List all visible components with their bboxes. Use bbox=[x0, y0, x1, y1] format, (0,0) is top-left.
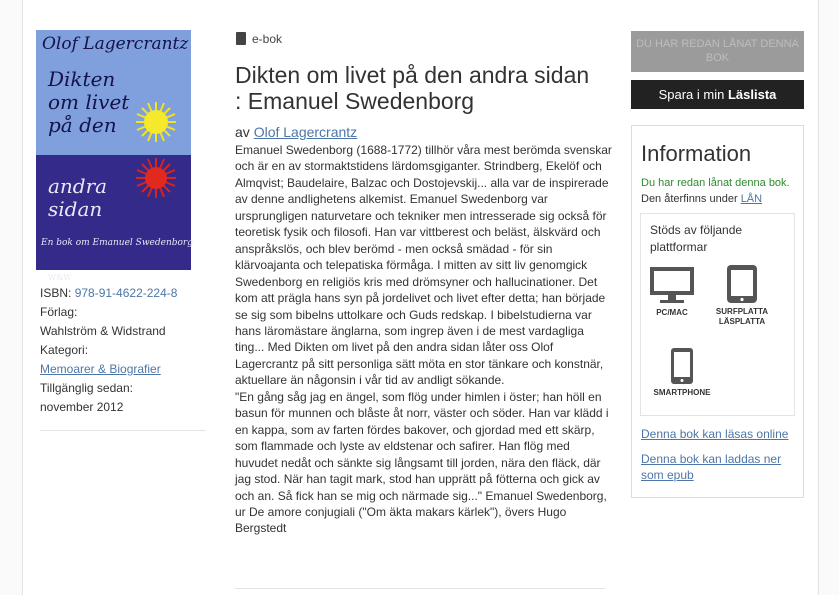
cover-title-top bbox=[48, 68, 129, 137]
cover-publisher-mark: W&W bbox=[48, 273, 72, 282]
loan-rest-text: Den återfinns under bbox=[641, 193, 738, 205]
book-metadata bbox=[40, 284, 205, 417]
publisher-label: Förlag: bbox=[40, 305, 78, 319]
available-value: november 2012 bbox=[40, 400, 124, 414]
loan-note bbox=[641, 175, 801, 207]
cover-author: Olof Lagercrantz bbox=[42, 34, 189, 54]
monitor-icon bbox=[648, 265, 696, 305]
loan-link[interactable]: LÅN bbox=[740, 193, 763, 205]
format-text: e-bok bbox=[252, 32, 283, 46]
book-cover-image bbox=[36, 30, 193, 282]
cover-sun-red-icon bbox=[134, 156, 178, 200]
format-label bbox=[236, 32, 282, 46]
publisher-value: Wahlström & Widstrand bbox=[40, 324, 166, 338]
quote-text: "En gång såg jag en ängel, som flög under himlen i öster; han höll en basun för munnen och blåste åt norr, väster och söder. Han var klädd i en kappa, som av farten fördes bakover, och gjordad med ett skärp, som flammade och lyste av eldstenar och safirer. Han flög med huvudet nedåt och sänkte sig långsamt till jorden, nära den fläck, där jag stod. När han tagit mark, stod han upprätt på fötterna och gick av och an. Så fick han se mig och närmade sig..." Emanuel Swedenborg, ur De amore conjugiali ("Om äkta makars kärlek"), övers Hugo Bergstedt bbox=[235, 389, 609, 536]
platform-pc-label: PC/MAC bbox=[656, 308, 688, 317]
save-bold: Läslista bbox=[727, 87, 777, 102]
save-prefix: Spara i min bbox=[658, 87, 725, 102]
cover-title-line: på den bbox=[48, 113, 117, 137]
platform-phone-label: SMARTPHONE bbox=[653, 388, 711, 397]
isbn-label: ISBN: bbox=[40, 286, 72, 300]
already-borrowed-button[interactable]: DU HAR REDAN LÅNAT DENNA BOK bbox=[631, 31, 804, 72]
platform-pc bbox=[647, 265, 697, 318]
category-link[interactable]: Memoarer & Biografier bbox=[40, 362, 161, 376]
isbn-row bbox=[40, 284, 205, 303]
smartphone-icon bbox=[669, 347, 695, 385]
read-online-link[interactable]: Denna bok kan läsas online bbox=[641, 427, 789, 441]
book-description bbox=[235, 142, 613, 537]
author-link[interactable]: Olof Lagercrantz bbox=[253, 124, 358, 140]
page-title: Dikten om livet på den andra sidan : Emanuel Swedenborg bbox=[235, 62, 590, 114]
cover-title-line: Dikten bbox=[48, 67, 116, 91]
save-to-reading-list-button[interactable] bbox=[631, 80, 804, 109]
cover-title-line: andra bbox=[48, 174, 108, 198]
by-prefix: av bbox=[235, 124, 250, 140]
description-text: Emanuel Swedenborg (1688-1772) tillhör våra mest berömda svenskar och är en av stormaktstidens lärdomsgiganter. Strindberg, Ekelöf och Almqvist; Baudelaire, Balzac och Dostojevskij... alla var de inspirerade av denne andlighetens alkemist. Emanuel Swedenborg var ursprungligen naturvetare och tekniker men intresserade sig också för teoretisk fysik och filosofi. Han var vittberest och beläst, älskvärd och anspråkslös, och blev berömd - men också smädad - för sin klärvoajanta och telepatiska förmåga. I mitten av sitt liv genomgick Swedenborg en religiös kris med drömsyner och hallucinationer. Det kom att prägla hans syn på jordelivet och livet efter detta; han började se sig som bibelns uttolkare och Guds redskap. I bibelstudierna var hans läromästare änglarna, som ingrep även i de mest vardagliga ting... Med Dikten om livet på den andra sidan låter oss Olof Lagercrantz på sitt personliga sätt möta en stor tänkare och konstnär, aktuellare än någonsin i vår tid av andligt sökande. bbox=[235, 143, 612, 388]
available-label: Tillgänglig sedan: bbox=[40, 381, 133, 395]
tablet-icon bbox=[725, 264, 759, 304]
divider bbox=[40, 430, 206, 431]
divider bbox=[235, 588, 605, 589]
download-epub-link[interactable]: Denna bok kan laddas ner som epub bbox=[641, 452, 782, 482]
platform-tablet-label-2: LÄSPLATTA bbox=[718, 317, 766, 326]
information-panel bbox=[631, 125, 804, 498]
info-title: Information bbox=[641, 141, 752, 166]
platform-tablet-label-1: SURFPLATTA bbox=[715, 307, 769, 316]
loan-green-text: Du har redan lånat denna bok. bbox=[641, 177, 790, 189]
isbn-value[interactable]: 978-91-4622-224-8 bbox=[74, 286, 178, 300]
page-container bbox=[22, 0, 819, 595]
category-label: Kategori: bbox=[40, 343, 89, 357]
cover-title-line: sidan bbox=[48, 197, 103, 221]
cover-title-line: om livet bbox=[48, 90, 130, 114]
byline bbox=[235, 124, 357, 140]
platform-tablet bbox=[707, 264, 777, 327]
platform-phone bbox=[647, 347, 717, 398]
book-icon bbox=[236, 32, 246, 45]
platforms-heading: Stöds av följande plattformar bbox=[650, 223, 743, 254]
cover-subtitle: En bok om Emanuel Swedenborg bbox=[41, 238, 193, 248]
platforms-box bbox=[640, 213, 795, 416]
cover-title-bottom bbox=[48, 175, 107, 221]
cover-sun-yellow-icon bbox=[134, 100, 178, 144]
